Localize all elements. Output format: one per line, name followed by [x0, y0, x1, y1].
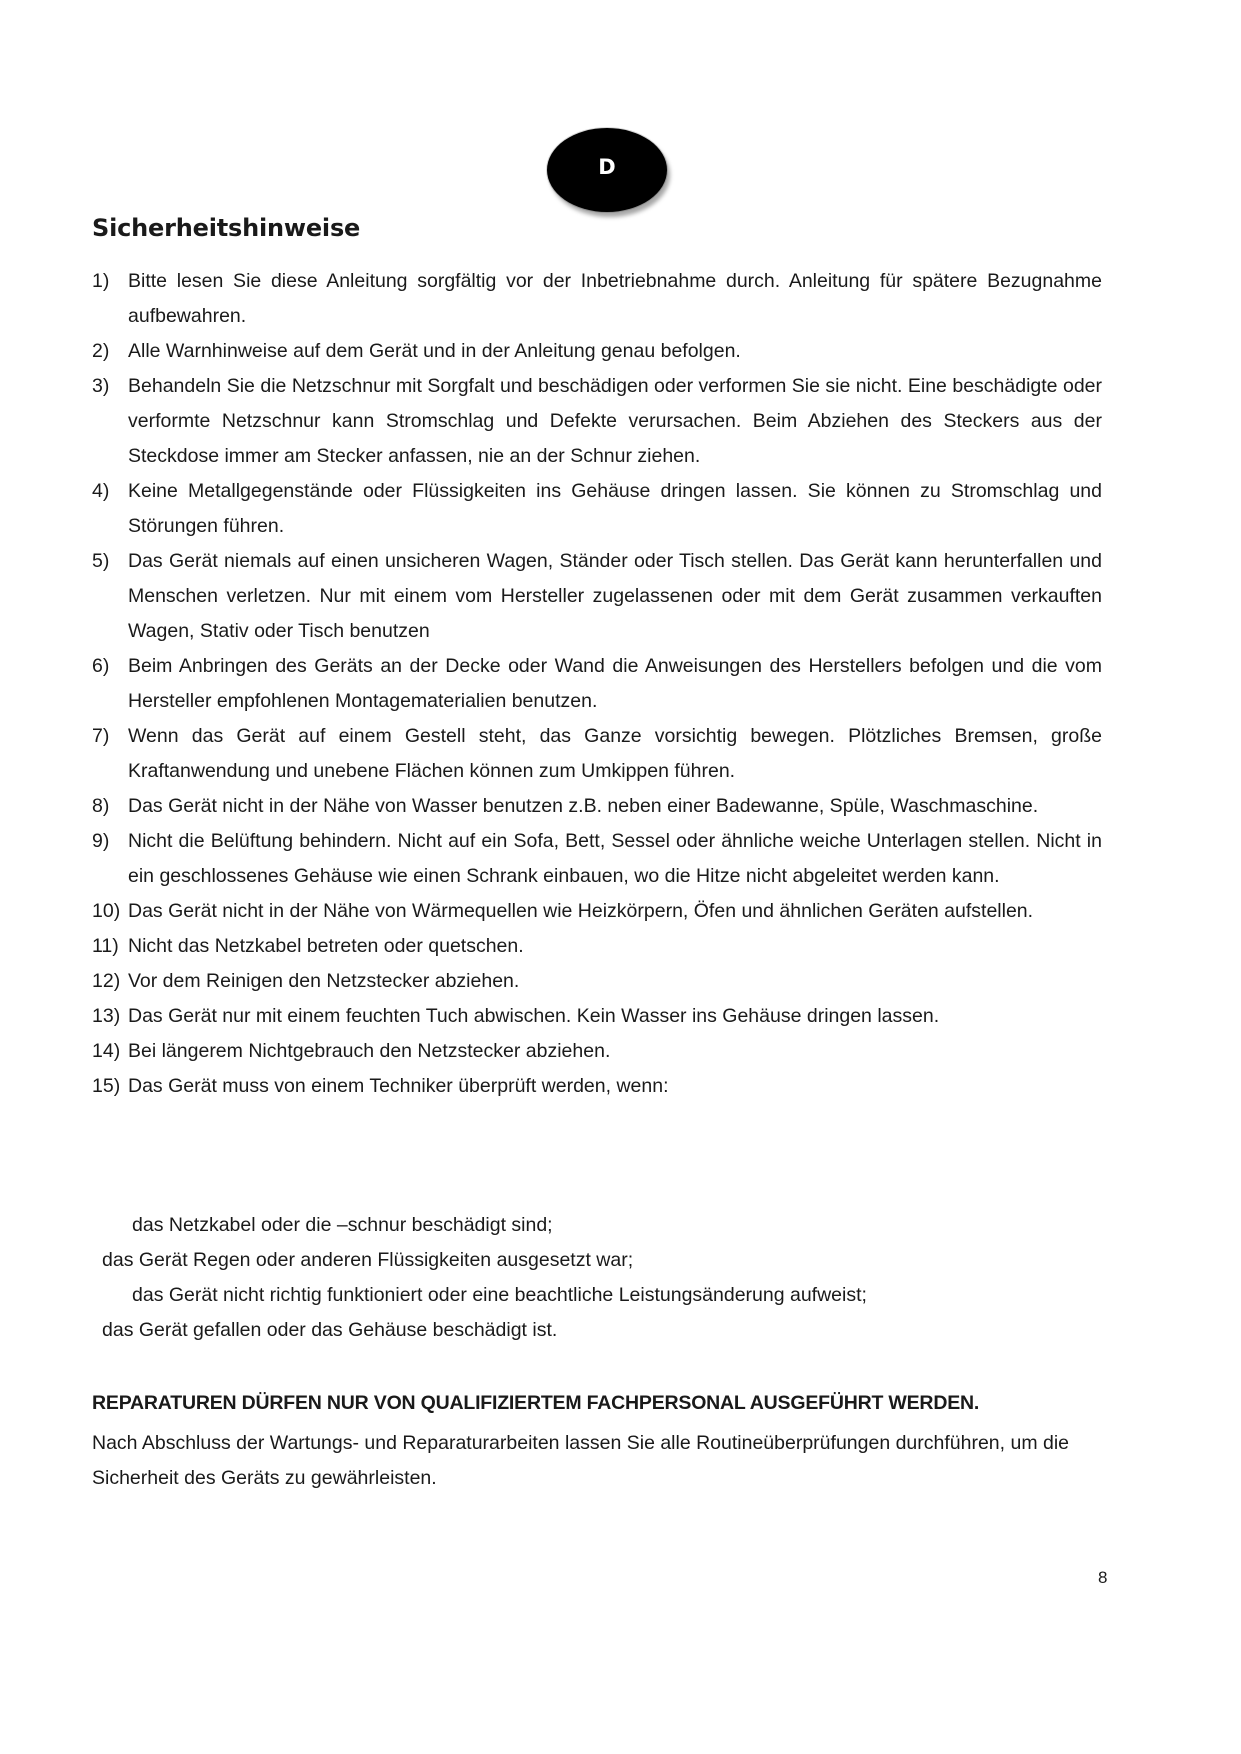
list-item: 12) Vor dem Reinigen den Netzstecker abziehen.: [92, 970, 520, 992]
list-item: 13) Das Gerät nur mit einem feuchten Tuch abwischen. Kein Wasser ins Gehäuse dringen lassen.: [92, 1005, 940, 1027]
sub-item: das Gerät gefallen oder das Gehäuse beschädigt ist.: [102, 1319, 558, 1341]
language-badge: [547, 128, 667, 212]
list-item: 11) Nicht das Netzkabel betreten oder quetschen.: [92, 935, 524, 957]
list-item: 15) Das Gerät muss von einem Techniker überprüft werden, wenn:: [92, 1075, 669, 1097]
list-item: 3) Behandeln Sie die Netzschnur mit Sorgfalt und beschädigen oder verformen Sie sie nicht. Eine beschädigte oder verformte Netzschnur kann Stromschlag und Defekte verursachen. Beim Abziehen des Steckers aus der Steckdose immer am Stecker anfassen, nie an der Schnur ziehen.: [92, 375, 1102, 467]
list-item: 9) Nicht die Belüftung behindern. Nicht auf ein Sofa, Bett, Sessel oder ähnliche weiche Unterlagen stellen. Nicht in ein geschlossenes Gehäuse wie einen Schrank einbauen, wo die Hitze nicht abgeleitet werden kann.: [92, 830, 1102, 887]
list-item: 7) Wenn das Gerät auf einem Gestell steht, das Ganze vorsichtig bewegen. Plötzliches Bremsen, große Kraftanwendung und unebene Flächen können zum Umkippen führen.: [92, 725, 1102, 782]
list-item: 10) Das Gerät nicht in der Nähe von Wärmequellen wie Heizkörpern, Öfen und ähnlichen Geräten aufstellen.: [92, 900, 1034, 922]
list-item: 2) Alle Warnhinweise auf dem Gerät und in der Anleitung genau befolgen.: [92, 340, 741, 362]
list-item: 14) Bei längerem Nichtgebrauch den Netzstecker abziehen.: [92, 1040, 611, 1062]
list-item: 8) Das Gerät nicht in der Nähe von Wasser benutzen z.B. neben einer Badewanne, Spüle, Waschmaschine.: [92, 795, 1039, 817]
safety-list: [92, 264, 1122, 1104]
language-badge-label: D: [598, 155, 616, 179]
repair-heading: REPARATUREN DÜRFEN NUR VON QUALIFIZIERTEM FACHPERSONAL AUSGEFÜHRT WERDEN.: [92, 1392, 980, 1414]
page-number: 8: [1098, 1568, 1108, 1587]
repair-text: Nach Abschluss der Wartungs- und Reparaturarbeiten lassen Sie alle Routineüberprüfungen durchführen, um die Sicherheit des Geräts zu gewährleisten.: [92, 1432, 1070, 1489]
sub-item: das Netzkabel oder die –schnur beschädigt sind;: [132, 1214, 553, 1236]
list-item: 1) Bitte lesen Sie diese Anleitung sorgfältig vor der Inbetriebnahme durch. Anleitung für spätere Bezugnahme aufbewahren.: [92, 270, 1102, 327]
sub-item: das Gerät Regen oder anderen Flüssigkeiten ausgesetzt war;: [102, 1249, 634, 1271]
list-item: 4) Keine Metallgegenstände oder Flüssigkeiten ins Gehäuse dringen lassen. Sie können zu Stromschlag und Störungen führen.: [92, 480, 1102, 537]
list-item: 5) Das Gerät niemals auf einen unsicheren Wagen, Ständer oder Tisch stellen. Das Gerät kann herunterfallen und Menschen verletzen. Nur mit einem vom Hersteller zugelassenen oder mit dem Gerät zusammen verkauften Wagen, Stativ oder Tisch benutzen: [92, 550, 1102, 642]
list-item: 6) Beim Anbringen des Geräts an der Decke oder Wand die Anweisungen des Herstellers befolgen und die vom Hersteller empfohlenen Montagematerialien benutzen.: [92, 655, 1102, 712]
sub-item: das Gerät nicht richtig funktioniert oder eine beachtliche Leistungsänderung aufweist;: [132, 1284, 867, 1306]
page-title: Sicherheitshinweise: [92, 214, 361, 242]
